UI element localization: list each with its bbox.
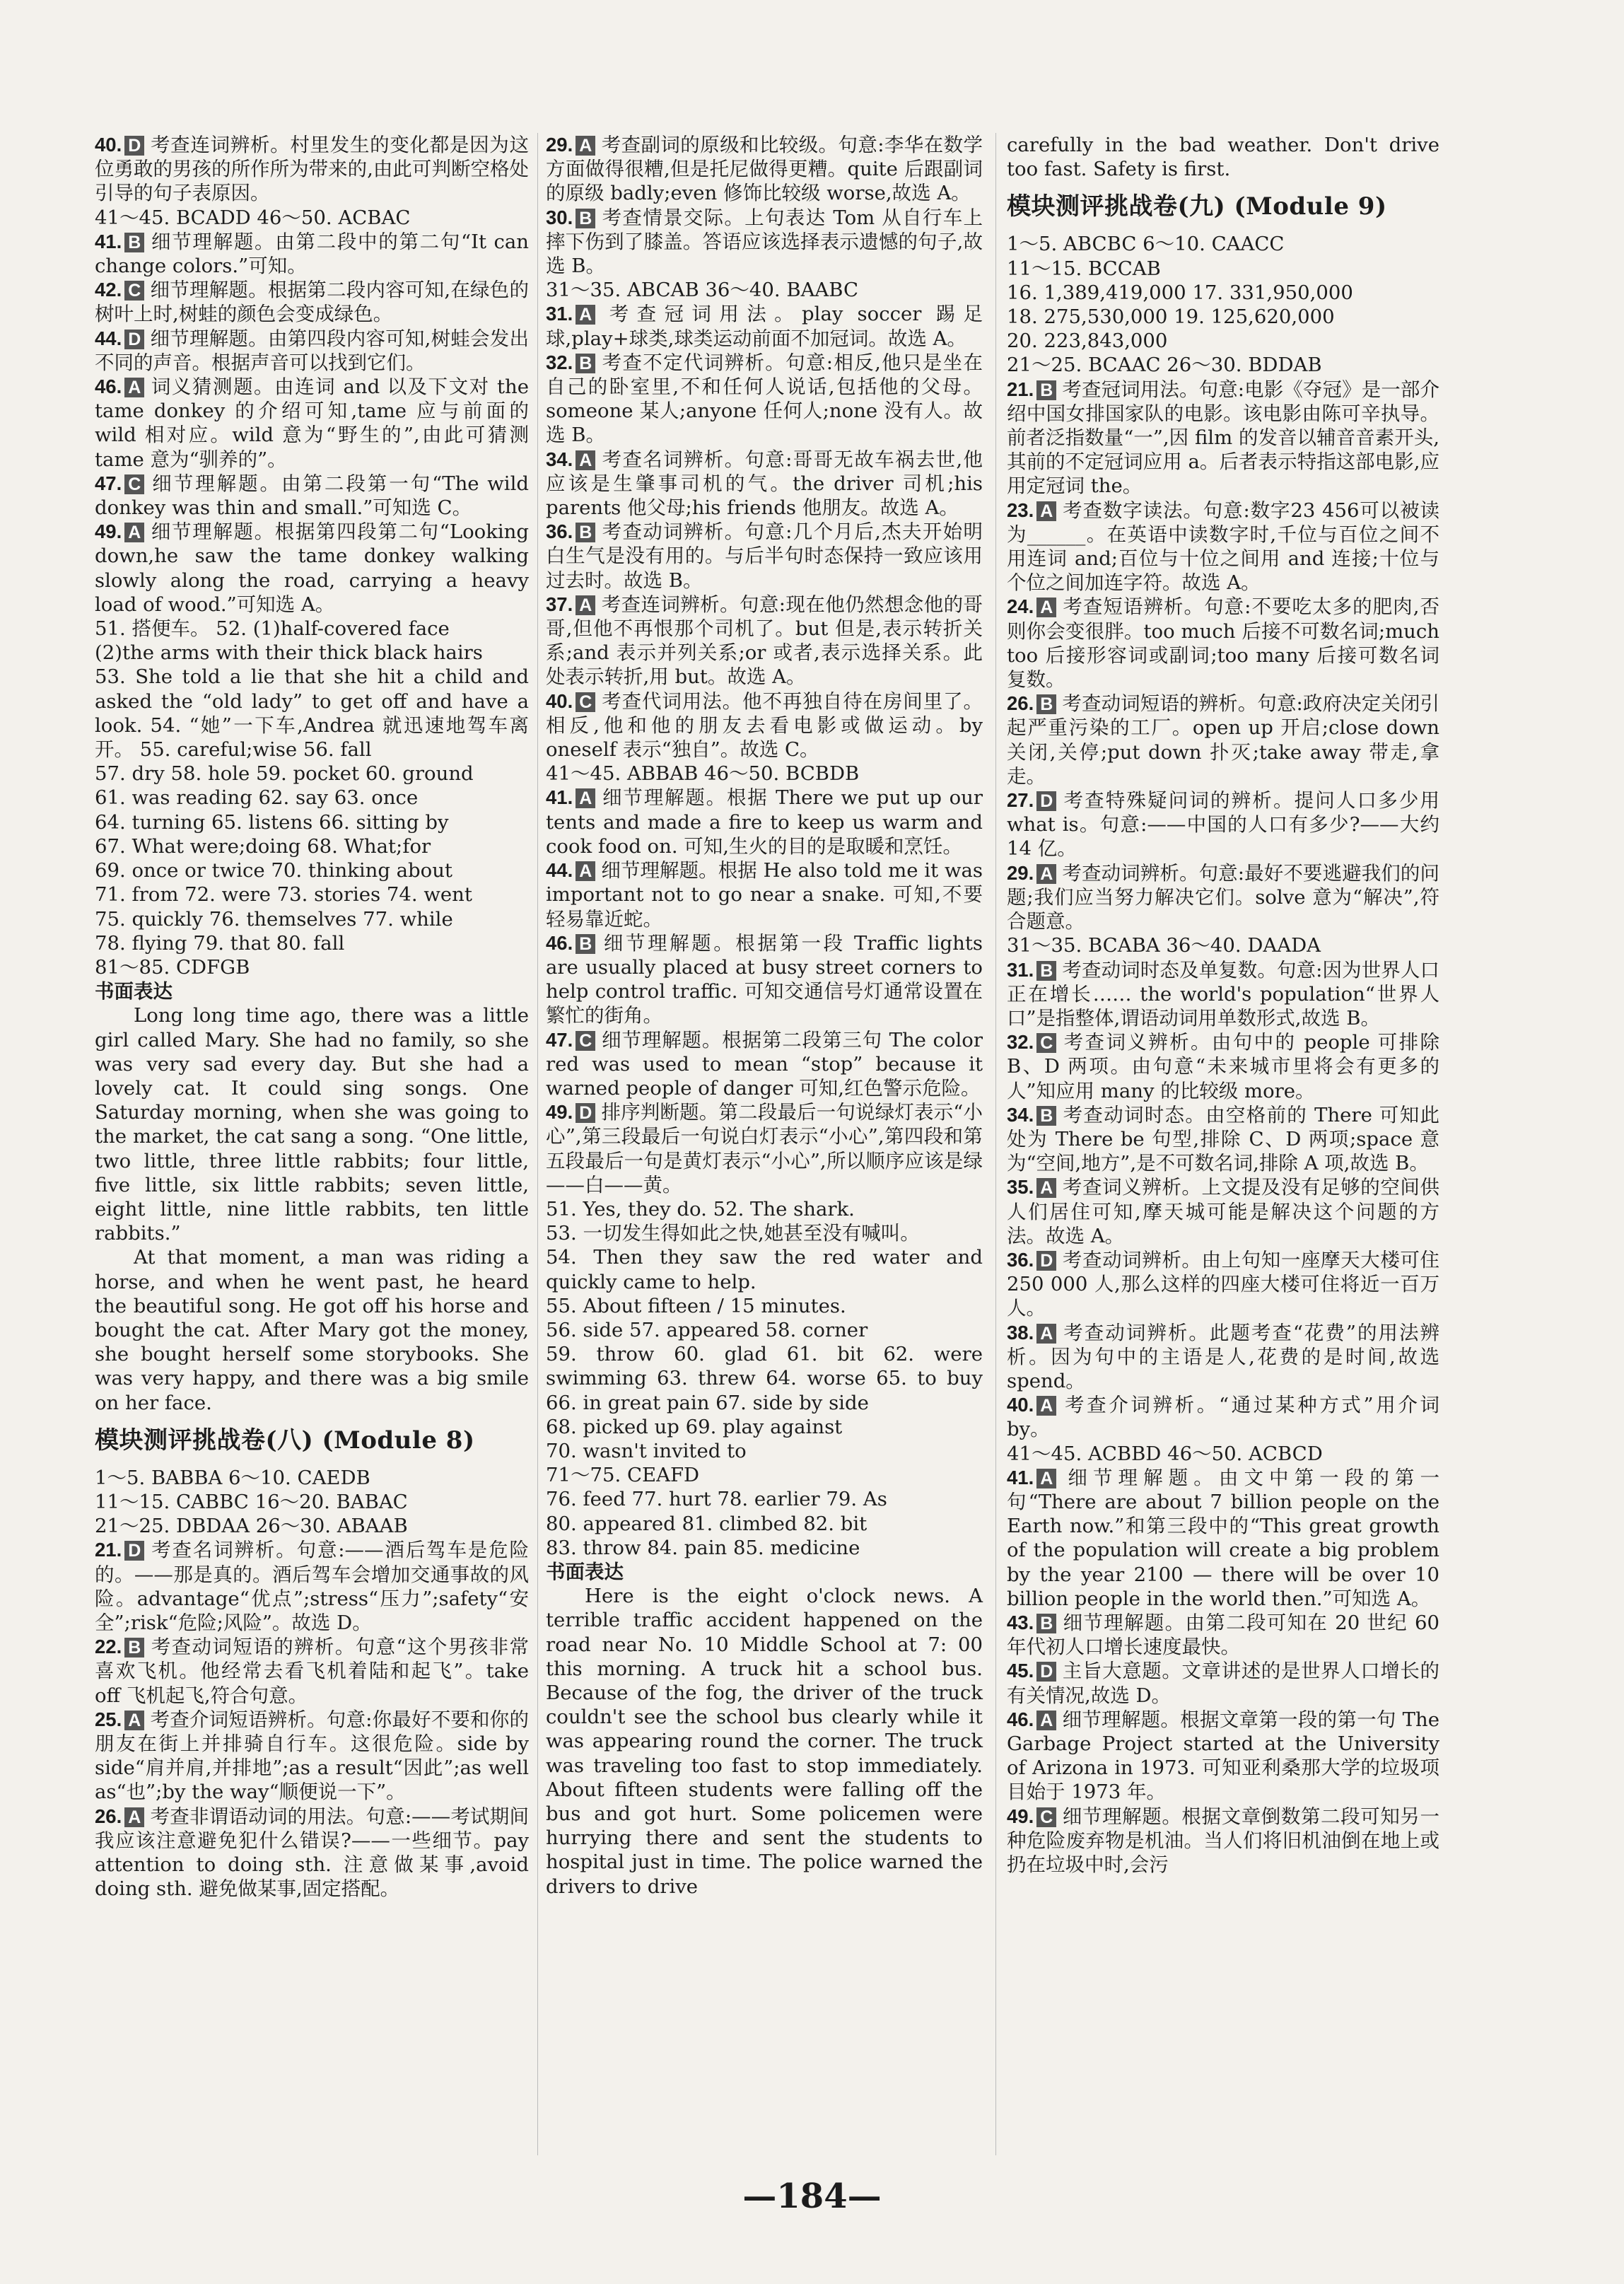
answer-badge: C xyxy=(124,474,144,494)
answer-item xyxy=(546,689,983,762)
question-number: 34. xyxy=(1007,1103,1034,1126)
answer-badge: C xyxy=(576,692,595,712)
answer-line: 68. picked up 69. play against xyxy=(546,1415,843,1438)
answer-badge: B xyxy=(1036,1106,1056,1126)
question-number: 21. xyxy=(95,1539,122,1561)
answer-line: 16. 1,389,419,000 17. 331,950,000 xyxy=(1007,281,1353,304)
answer-badge: A xyxy=(1036,1711,1056,1730)
answer-item xyxy=(95,472,529,520)
answer-item xyxy=(95,1538,529,1635)
column-middle xyxy=(546,133,983,1899)
question-number: 40. xyxy=(1007,1394,1034,1416)
answer-line: 41～45. ABBAB 46～50. BCBDB xyxy=(546,762,860,786)
explanation-text: 考查词义辨析。由句中的 people 可排除 B、D 两项。由句意“未来城市里将会有更多的人”知应用 many 的比较级 more。 xyxy=(1007,1031,1439,1102)
question-number: 41. xyxy=(1007,1466,1034,1488)
explanation-text: 考查介词辨析。“通过某种方式”用介词 by。 xyxy=(1007,1394,1439,1441)
answer-item xyxy=(95,1805,529,1901)
explanation-text: 考查动词短语的辨析。句意:政府决定关闭引起严重污染的工厂。open up 开启;close down 关闭,关停;put down 扑灭;take away 带走,拿走。 xyxy=(1007,692,1439,788)
explanation-text: 考查动词辨析。由上句知一座摩天大楼可住 250 000 人,那么这样的四座大楼可住将近一百万人。 xyxy=(1007,1248,1439,1320)
answer-badge: A xyxy=(124,523,144,542)
question-number: 41. xyxy=(95,230,122,252)
answer-badge: A xyxy=(124,1711,144,1730)
explanation-text: 考查名词辨析。句意:哥哥无故车祸去世,他应该是生肇事司机的气。the driver 司机;his parents 他父母;his friends 他朋友。故选 A。 xyxy=(546,448,983,520)
explanation-text: 主旨大意题。文章讲述的是世界人口增长的有关情况,故选 D。 xyxy=(1007,1660,1439,1707)
explanation-text: 考查连词辨析。句意:现在他仍然想念他的哥哥,但他不再恨那个司机了。but 但是,表示转折关系;and 表示并列关系;or 或者,表示选择关系。此处表示转折,用 but。故选 A。 xyxy=(546,593,983,689)
answer-item xyxy=(546,520,983,593)
answer-item xyxy=(1007,1466,1439,1611)
answer-item xyxy=(1007,378,1439,499)
answer-item xyxy=(95,230,529,278)
explanation-text: 考查副词的原级和比较级。句意:李华在数学方面做得很糟,但是托尼做得更糟。quite 后跟副词的原级 badly;even 修饰比较级 worse,故选 A。 xyxy=(546,134,983,205)
answer-badge: D xyxy=(124,330,144,349)
answer-badge: C xyxy=(576,1031,595,1051)
explanation-text: 细节理解题。由第二段第一句“The wild donkey was thin and small.”可知选 C。 xyxy=(95,472,529,520)
explanation-text: 考查特殊疑问词的辨析。提问人口多少用 what is。句意:——中国的人口有多少?——大约 14 亿。 xyxy=(1007,789,1439,861)
answer-item xyxy=(1007,1175,1439,1248)
answer-line: 67. What were;doing 68. What;for xyxy=(95,834,431,858)
question-number: 44. xyxy=(95,327,122,349)
answer-line: 51. 搭便车。 52. (1)half-covered face xyxy=(95,617,450,641)
subsection-heading: 书面表达 xyxy=(546,1560,624,1583)
answer-item xyxy=(546,133,983,206)
answer-line: 20. 223,843,000 xyxy=(1007,330,1168,353)
answer-item xyxy=(1007,861,1439,934)
question-number: 40. xyxy=(546,689,573,712)
answer-line: 31～35. BCABA 36～40. DAADA xyxy=(1007,934,1321,957)
explanation-text: 细节理解题。根据 There we put up our tents and made a fire to keep us warm and cook food on. 可知,生火的目的是取暖和烹饪。 xyxy=(546,786,983,858)
explanation-text: 考查动词时态及单复数。句意:因为世界人口正在增长…… the world's population“世界人口”是指整体,谓语动词用单数形式,故选 B。 xyxy=(1007,958,1439,1030)
answer-badge: A xyxy=(576,305,595,325)
explanation-text: 细节理解题。根据第一段 Traffic lights are usually placed at busy street corners to help control traffic. 可知交通信号灯通常设置在繁忙的街角。 xyxy=(546,931,983,1027)
answer-line: 69. once or twice 70. thinking about xyxy=(95,859,452,882)
question-number: 47. xyxy=(95,472,122,494)
answer-badge: B xyxy=(1036,1614,1056,1633)
answer-item xyxy=(546,351,983,448)
question-number: 31. xyxy=(1007,958,1034,981)
answer-line: 57. dry 58. hole 59. pocket 60. ground xyxy=(95,762,474,786)
answer-item xyxy=(1007,1103,1439,1176)
question-number: 36. xyxy=(546,520,573,543)
explanation-text: 考查代词用法。他不再独自待在房间里了。相反,他和他的朋友去看电影或做运动。by oneself 表示“独自”。故选 C。 xyxy=(546,689,983,762)
question-number: 44. xyxy=(546,859,573,882)
question-number: 23. xyxy=(1007,499,1034,521)
answer-badge: D xyxy=(1036,1251,1056,1271)
question-number: 38. xyxy=(1007,1321,1034,1344)
answer-item xyxy=(95,1708,529,1805)
answer-line: 21～25. DBDAA 26～30. ABAAB xyxy=(95,1515,408,1538)
explanation-text: 考查冠词用法。句意:电影《夺冠》是一部介绍中国女排国家队的电影。该电影由陈可辛执导。前者泛指数量“一”,因 film 的发音以辅音音素开头,其前的不定冠词应用 a。后者表示特指这部电影,应用定冠词 the。 xyxy=(1007,378,1439,498)
explanation-text: 考查冠词用法。play soccer 踢足球,play+球类,球类运动前面不加冠词。故选 A。 xyxy=(546,303,983,350)
answer-badge: A xyxy=(124,378,144,397)
explanation-text: 考查情景交际。上句表达 Tom 从自行车上摔下伤到了膝盖。答语应该选择表示遗憾的句子,故选 B。 xyxy=(546,206,983,278)
answer-line: carefully in the bad weather. Don't drive too fast. Safety is first. xyxy=(1007,134,1439,181)
answer-badge: B xyxy=(124,233,144,252)
page-number: —184— xyxy=(742,2177,882,2216)
explanation-text: 细节理解题。根据第二段第三句 The color red was used to mean “stop” because it warned people of danger 可知,红色警示危险。 xyxy=(546,1028,983,1100)
answer-item xyxy=(95,278,529,326)
explanation-text: 考查不定代词辨析。句意:相反,他只是坐在自己的卧室里,不和任何人说话,包括他的父母。someone 某人;anyone 任何人;none 没有人。故选 B。 xyxy=(546,351,983,447)
explanation-text: 词义猜测题。由连词 and 以及下文对 the tame donkey 的介绍可知,tame 应与前面的 wild 相对应。wild 意为“野生的”,由此可猜测 tame 意为“驯养的”。 xyxy=(95,375,529,471)
explanation-text: 细节理解题。由文中第一段的第一句“There are about 7 billion people on the Earth now.”和第三段中的“This great growth of the population will create a big problem by the year 2100 — there will be over 10 billion people in the world then.”可知选 A。 xyxy=(1007,1466,1439,1610)
question-number: 29. xyxy=(546,134,573,156)
question-number: 46. xyxy=(95,375,122,398)
question-number: 45. xyxy=(1007,1660,1034,1682)
question-number: 35. xyxy=(1007,1176,1034,1199)
question-number: 27. xyxy=(1007,789,1034,812)
essay-paragraph: At that moment, a man was riding a horse, and when he went past, he heard the beautiful song. He got off his horse and bought the cat. After Mary got the money, she bought herself some storybooks. She was very happy, and there was a big smile on her face. xyxy=(95,1246,529,1414)
answer-line: 55. About fifteen / 15 minutes. xyxy=(546,1294,846,1317)
answer-item xyxy=(546,206,983,279)
explanation-text: 考查短语辨析。句意:不要吃太多的肥肉,否则你会变很胖。too much 后接不可数名词;much too 后接形容词或副词;too many 后接可数名词复数。 xyxy=(1007,595,1439,692)
answer-item xyxy=(1007,692,1439,788)
answer-badge: A xyxy=(1036,598,1056,617)
answer-line: 81～85. CDFGB xyxy=(95,955,250,979)
explanation-text: 细节理解题。根据文章第一段的第一句 The Garbage Project started at the University of Arizona in 1973. 可知亚利桑那大学的垃圾项目始于 1973 年。 xyxy=(1007,1708,1439,1804)
question-number: 40. xyxy=(95,134,122,156)
answer-item xyxy=(1007,788,1439,861)
answer-item xyxy=(1007,1708,1439,1805)
column-right xyxy=(1007,133,1439,1877)
question-number: 32. xyxy=(1007,1031,1034,1054)
answer-badge: A xyxy=(1036,501,1056,521)
answer-badge: C xyxy=(1036,1033,1056,1053)
answer-item xyxy=(1007,1248,1439,1321)
question-number: 42. xyxy=(95,279,122,301)
answer-line: 71. from 72. were 73. stories 74. went xyxy=(95,883,472,907)
explanation-text: 考查连词辨析。村里发生的变化都是因为这位勇敢的男孩的所作所为带来的,由此可判断空格处引导的句子表原因。 xyxy=(95,134,529,205)
answer-line: 11～15. BCCAB xyxy=(1007,257,1161,280)
answer-item xyxy=(95,520,529,617)
question-number: 41. xyxy=(546,786,573,809)
answer-badge: C xyxy=(124,281,144,301)
question-number: 26. xyxy=(1007,692,1034,715)
explanation-text: 考查非谓语动词的用法。句意:——考试期间我应该注意避免犯什么错误?——一些细节。pay attention to doing sth. 注意做某事,avoid doing sth. 避免做某事,固定搭配。 xyxy=(95,1805,529,1901)
answer-item xyxy=(95,1635,529,1708)
question-number: 32. xyxy=(546,351,573,373)
explanation-text: 考查动词辨析。句意:几个月后,杰夫开始明白生气是没有用的。与后半句时态保持一致应该用过去时。故选 B。 xyxy=(546,520,983,592)
question-number: 25. xyxy=(95,1708,122,1730)
column-divider xyxy=(537,133,538,2155)
explanation-text: 细节理解题。根据 He also told me it was important not to go near a snake. 可知,不要轻易靠近蛇。 xyxy=(546,859,983,931)
answer-line: 51. Yes, they do. 52. The shark. xyxy=(546,1197,855,1220)
question-number: 22. xyxy=(95,1636,122,1658)
answer-item xyxy=(95,375,529,472)
explanation-text: 考查动词辨析。句意:最好不要逃避我们的问题;我们应当努力解决它们。solve 意为“解决”,符合题意。 xyxy=(1007,861,1439,933)
answer-badge: A xyxy=(1036,1178,1056,1198)
answer-item xyxy=(546,593,983,689)
explanation-text: 排序判断题。第二段最后一句说绿灯表示“小心”,第三段最后一句说白灯表示“小心”,第四段和第五段最后一句是黄灯表示“小心”,所以顺序应该是绿——白——黄。 xyxy=(546,1101,983,1196)
answer-line: (2)the arms with their thick black hairs xyxy=(95,641,483,665)
question-number: 49. xyxy=(95,520,122,543)
answer-badge: C xyxy=(1036,1807,1056,1827)
section-heading: 模块测评挑战卷(八) (Module 8) xyxy=(95,1426,475,1455)
answer-badge: D xyxy=(124,136,144,156)
answer-badge: B xyxy=(124,1638,144,1657)
explanation-text: 细节理解题。由第四段内容可知,树蛙会发出不同的声音。根据声音可以找到它们。 xyxy=(95,327,529,374)
column-divider xyxy=(995,133,996,2155)
question-number: 37. xyxy=(546,593,573,615)
answer-line: 21～25. BCAAC 26～30. BDDAB xyxy=(1007,354,1322,377)
answer-line: 41～45. ACBBD 46～50. ACBCD xyxy=(1007,1442,1323,1465)
answer-item xyxy=(546,1100,983,1197)
answer-item xyxy=(1007,958,1439,1031)
answer-badge: B xyxy=(576,354,595,373)
answer-line: 1～5. BABBA 6～10. CAEDB xyxy=(95,1466,370,1489)
explanation-text: 细节理解题。由第二段可知在 20 世纪 60 年代初人口增长速度最快。 xyxy=(1007,1611,1439,1659)
question-number: 46. xyxy=(1007,1708,1034,1730)
answer-item xyxy=(546,931,983,1028)
answer-line: 31～35. ABCAB 36～40. BAABC xyxy=(546,279,859,302)
answer-line: 54. Then they saw the red water and quickly came to help. xyxy=(546,1246,983,1293)
answer-line: 56. side 57. appeared 58. corner xyxy=(546,1318,868,1341)
answer-line: 75. quickly 76. themselves 77. while xyxy=(95,907,453,931)
subsection-heading: 书面表达 xyxy=(95,980,173,1003)
answer-badge: A xyxy=(1036,1469,1056,1488)
answer-badge: D xyxy=(124,1541,144,1561)
question-number: 21. xyxy=(1007,378,1034,400)
answer-badge: A xyxy=(124,1807,144,1827)
explanation-text: 考查数字读法。句意:数字23 456可以被读为______。在英语中读数字时,千位与百位之间不用连词 and;百位与十位之间用 and 连接;十位与个位之间加连字符。故选 A。 xyxy=(1007,499,1439,595)
answer-badge: A xyxy=(1036,864,1056,884)
answer-badge: B xyxy=(1036,961,1056,981)
answer-badge: B xyxy=(1036,380,1056,400)
answer-badge: A xyxy=(1036,1396,1056,1416)
answer-line: 53. 一切发生得如此之快,她甚至没有喊叫。 xyxy=(546,1222,920,1245)
answer-line: 18. 275,530,000 19. 125,620,000 xyxy=(1007,305,1335,329)
essay-paragraph: Long long time ago, there was a little girl called Mary. She had no family, so she was very sad every day. But she had a lovely cat. It could sing songs. One Saturday morning, when she was going to the market, the cat sang a song. “One little, two little, three little rabbits; four little, five little, six little rabbits; seven little, eight little, nine little rabbits, ten little rabbits.” xyxy=(95,1004,529,1245)
essay-paragraph: Here is the eight o'clock news. A terrible traffic accident happened on the road near No. 10 Middle School at 7: 00 this morning. A truck hit a school bus. Because of the fog, the driver of the truck couldn't see the school bus clearly while it was appearing round the corner. The truck was traveling too fast to stop immediately. About fifteen students were falling off the bus and got hurt. Some policemen were hurrying there and sent the students to hospital just in time. The police warned the drivers to drive xyxy=(546,1585,983,1898)
answer-line: 83. throw 84. pain 85. medicine xyxy=(546,1536,860,1559)
question-number: 47. xyxy=(546,1028,573,1051)
answer-line: 71～75. CEAFD xyxy=(546,1464,700,1487)
answer-badge: A xyxy=(576,595,595,615)
answer-item xyxy=(546,448,983,520)
answer-line: 59. throw 60. glad 61. bit 62. were swimming 63. threw 64. worse 65. to buy 66. in great pain 67. side by side xyxy=(546,1343,983,1414)
column-left xyxy=(95,133,529,1901)
answer-item xyxy=(1007,1393,1439,1441)
question-number: 49. xyxy=(1007,1805,1034,1827)
answer-badge: B xyxy=(576,934,595,954)
explanation-text: 细节理解题。根据第二段内容可知,在绿色的树叶上时,树蛙的颜色会变成绿色。 xyxy=(95,279,529,326)
answer-badge: D xyxy=(1036,791,1056,811)
answer-line: 70. wasn't invited to xyxy=(546,1439,747,1462)
explanation-text: 考查名词辨析。句意:——酒后驾车是危险的。——那是真的。酒后驾车会增加交通事故的风险。advantage“优点”;stress“压力”;safety“安全”;risk“危险;风险”。故选 D。 xyxy=(95,1539,529,1634)
question-number: 36. xyxy=(1007,1248,1034,1271)
answer-line: 53. She told a lie that she hit a child and asked the “old lady” to get off and have a look. 54. “她”一下车,Andrea 就迅速地驾车离开。 55. careful;wise 56. fall xyxy=(95,665,529,762)
answer-item xyxy=(546,858,983,931)
explanation-text: 细节理解题。根据文章倒数第二段可知另一种危险废弃物是机油。当人们将旧机油倒在地上或扔在垃圾中时,会污 xyxy=(1007,1805,1439,1877)
explanation-text: 考查词义辨析。上文提及没有足够的空间供人们居住可知,摩天城可能是解决这个问题的方法。故选 A。 xyxy=(1007,1176,1439,1247)
explanation-text: 细节理解题。由第二段中的第二句“It can change colors.”可知。 xyxy=(95,230,529,278)
answer-badge: D xyxy=(576,1103,595,1123)
answer-item xyxy=(1007,1321,1439,1394)
answer-item xyxy=(546,786,983,858)
question-number: 46. xyxy=(546,931,573,954)
answer-badge: B xyxy=(576,209,595,228)
explanation-text: 细节理解题。根据第四段第二句“Looking down,he saw the tame donkey walking slowly along the road, carrying a heavy load of wood.”可知选 A。 xyxy=(95,520,529,616)
answer-badge: B xyxy=(576,523,595,542)
section-heading: 模块测评挑战卷(九) (Module 9) xyxy=(1007,192,1387,221)
answer-line: 11～15. CABBC 16～20. BABAC xyxy=(95,1490,408,1513)
answer-item xyxy=(1007,499,1439,595)
answer-item xyxy=(1007,1659,1439,1707)
question-number: 24. xyxy=(1007,595,1034,618)
answer-item xyxy=(95,133,529,206)
answer-line: 76. feed 77. hurt 78. earlier 79. As xyxy=(546,1488,887,1511)
answer-badge: A xyxy=(576,136,595,156)
answer-line: 80. appeared 81. climbed 82. bit xyxy=(546,1512,868,1535)
question-number: 43. xyxy=(1007,1611,1034,1633)
answer-item xyxy=(1007,595,1439,692)
answer-item xyxy=(1007,1030,1439,1103)
question-number: 30. xyxy=(546,206,573,228)
answer-badge: D xyxy=(1036,1662,1056,1682)
answer-line: 41～45. BCADD 46～50. ACBAC xyxy=(95,206,411,229)
answer-item xyxy=(1007,1805,1439,1877)
answer-item xyxy=(95,327,529,375)
explanation-text: 考查动词辨析。此题考查“花费”的用法辨析。因为句中的主语是人,花费的是时间,故选 spend。 xyxy=(1007,1321,1439,1392)
answer-line: 61. was reading 62. say 63. once xyxy=(95,786,419,810)
answer-badge: B xyxy=(1036,694,1056,714)
answer-badge: A xyxy=(576,450,595,470)
answer-badge: A xyxy=(1036,1324,1056,1344)
answer-badge: A xyxy=(576,788,595,808)
question-number: 34. xyxy=(546,448,573,470)
question-number: 31. xyxy=(546,303,573,325)
answer-line: 78. flying 79. that 80. fall xyxy=(95,931,345,955)
answer-item xyxy=(546,1028,983,1101)
answer-line: 64. turning 65. listens 66. sitting by xyxy=(95,810,449,834)
explanation-text: 考查动词时态。由空格前的 There 可知此处为 There be 句型,排除 C、D 两项;space 意为“空间,地方”,是不可数名词,排除 A 项,故选 B。 xyxy=(1007,1103,1439,1175)
question-number: 29. xyxy=(1007,861,1034,884)
answer-badge: A xyxy=(576,861,595,881)
explanation-text: 考查介词短语辨析。句意:你最好不要和你的朋友在街上并排骑自行车。这很危险。side by side“肩并肩,并排地”;as a result“因此”;as well as“也”;by the way“顺便说一下”。 xyxy=(95,1708,529,1804)
explanation-text: 考查动词短语的辨析。句意“这个男孩非常喜欢飞机。他经常去看飞机着陆和起飞”。take off 飞机起飞,符合句意。 xyxy=(95,1636,529,1707)
answer-line: 1～5. ABCBC 6～10. CAACC xyxy=(1007,233,1285,256)
question-number: 26. xyxy=(95,1805,122,1827)
question-number: 49. xyxy=(546,1101,573,1124)
answer-item xyxy=(546,302,983,350)
answer-item xyxy=(1007,1611,1439,1659)
